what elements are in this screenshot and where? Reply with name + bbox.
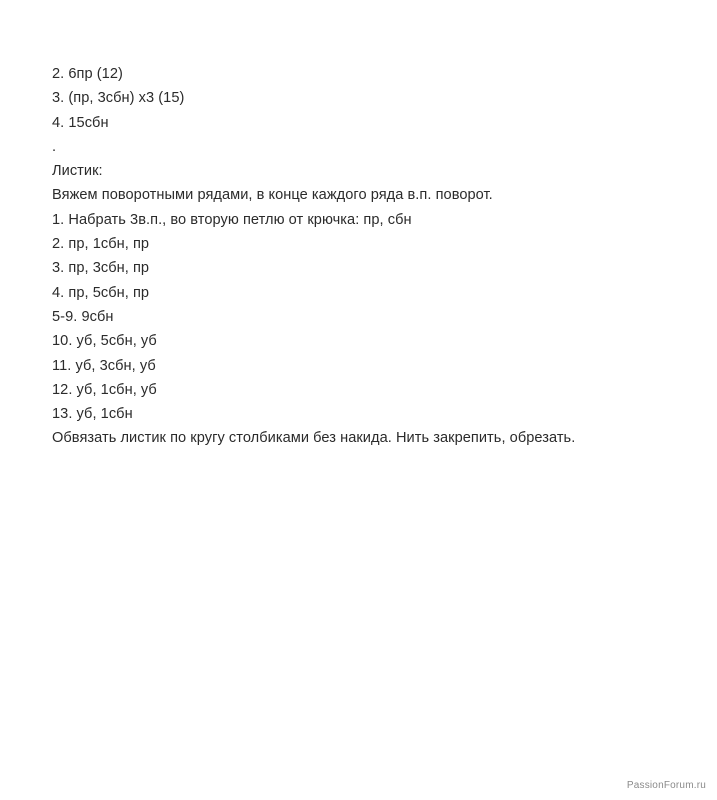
pattern-line: 11. уб, 3сбн, уб: [52, 357, 156, 374]
pattern-line: 2. 6пр (12): [52, 66, 123, 82]
pattern-line: Вяжем поворотными рядами, в конце каждого ряда в.п. поворот.: [52, 187, 493, 204]
site-watermark: PassionForum.ru: [626, 780, 706, 791]
pattern-line: 4. 15сбн: [52, 114, 109, 131]
pattern-line: 3. пр, 3сбн, пр: [52, 260, 150, 277]
pattern-line: 2. пр, 1сбн, пр: [52, 236, 150, 253]
pattern-line: 1. Набрать 3в.п., во вторую петлю от крючка: пр, сбн: [52, 211, 412, 228]
pattern-line: .: [52, 138, 57, 155]
pattern-text: [52, 62, 692, 451]
pattern-line: 10. уб, 5сбн, уб: [52, 333, 157, 350]
pattern-line: Обвязать листик по кругу столбиками без накида. Нить закрепить, обрезать.: [52, 430, 576, 447]
pattern-line: 12. уб, 1сбн, уб: [52, 381, 157, 398]
pattern-line: 3. (пр, 3сбн) х3 (15): [52, 90, 185, 107]
section-heading: Листик:: [52, 163, 103, 180]
pattern-line: 5-9. 9сбн: [52, 308, 114, 325]
pattern-line: 13. уб, 1сбн: [52, 406, 133, 423]
pattern-line: 4. пр, 5сбн, пр: [52, 284, 150, 301]
